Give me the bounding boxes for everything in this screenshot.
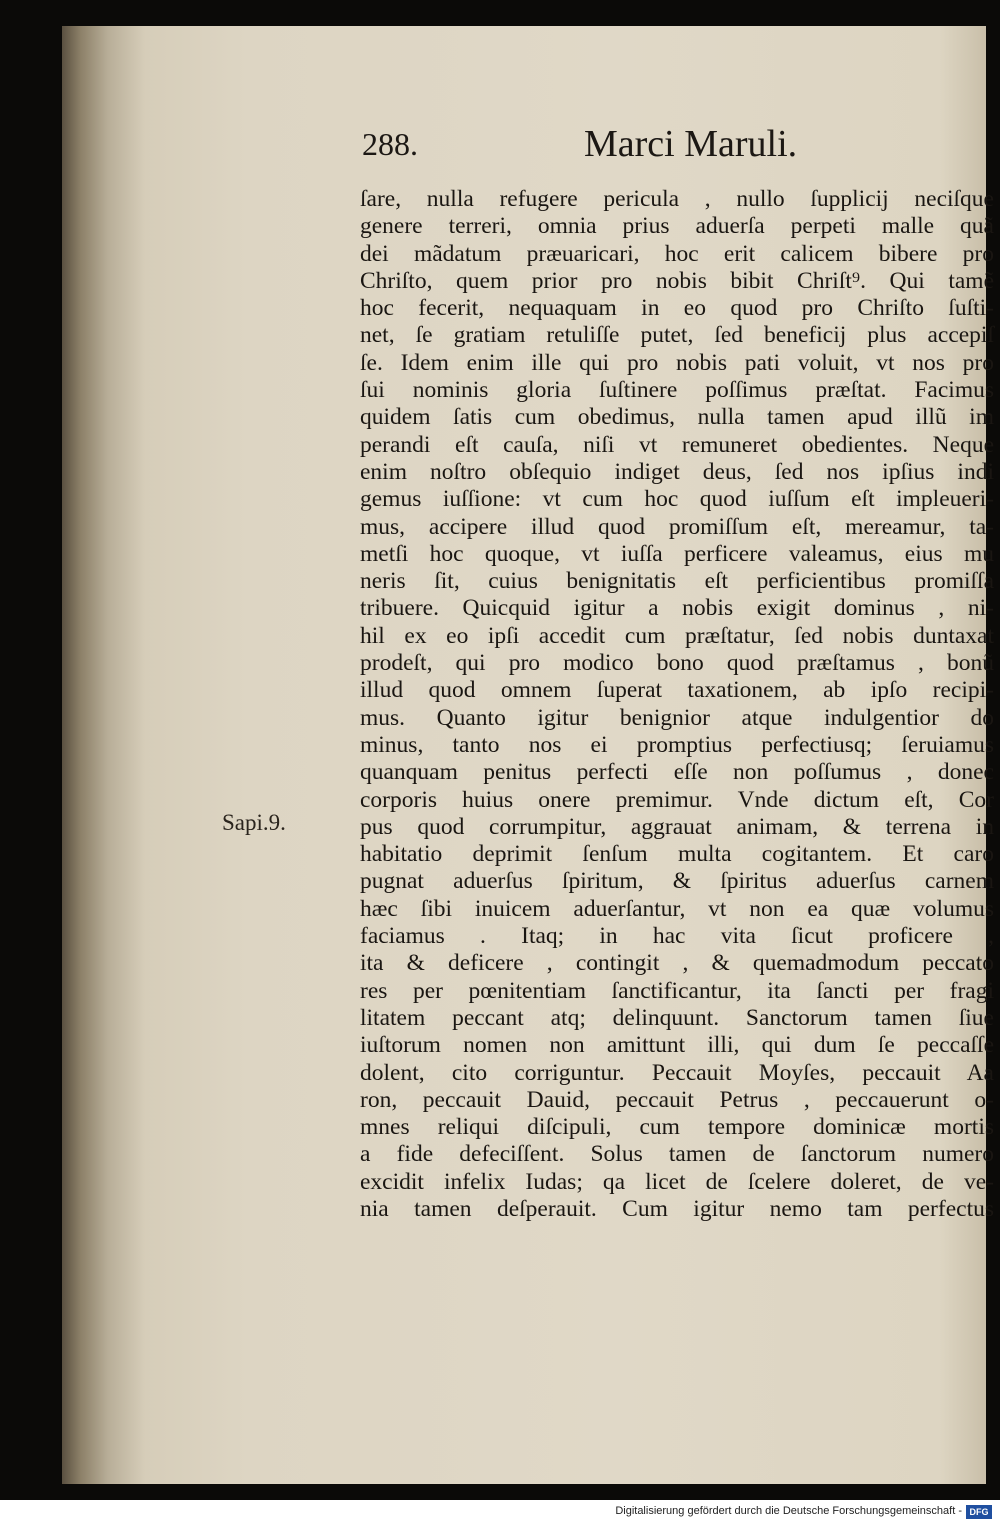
text-line: iuſtorum nomen non amittunt illi, qui dum ſe peccaſſe (360, 1032, 994, 1059)
text-line: ſare, nulla refugere pericula , nullo ſupplicij neciſque (360, 186, 994, 212)
text-line: gemus iuſſione: vt cum hoc quod iuſſum eſt impleueri- (360, 486, 994, 513)
running-head: Marci Maruli. (584, 123, 798, 165)
text-line: hil ex eo ipſi accedit cum præſtatur, ſed nobis duntaxat (360, 622, 994, 649)
text-line: litatem peccant atq; delinquunt. Sanctorum tamen ſiue (360, 1004, 994, 1031)
text-line: Chriſto, quem prior pro nobis bibit Chriſt⁹. Qui tamẽ (360, 267, 994, 294)
text-line: nia tamen deſperauit. Cum igitur nemo tam perfectus (360, 1195, 994, 1222)
text-line: res per pœnitentiam ſanctificantur, ita ſancti per fragi (360, 977, 994, 1004)
text-line: minus, tanto nos ei promptius perfectiusq; ſeruiamus (360, 731, 994, 758)
text-line: ron, peccauit Dauid, peccauit Petrus , peccauerunt o- (360, 1086, 994, 1113)
text-line: quidem ſatis cum obedimus, nulla tamen apud illũ im (360, 404, 994, 431)
text-line: corporis huius onere premimur. Vnde dictum eſt, Cor (360, 786, 994, 813)
text-line: quanquam penitus perfecti eſſe non poſſumus , donec (360, 759, 994, 786)
body-text (360, 186, 994, 1223)
text-line: prodeſt, qui pro modico bono quod præſtamus , bonũ (360, 650, 994, 677)
dfg-logo: DFG (966, 1505, 992, 1519)
text-line: ſe. Idem enim ille qui pro nobis pati voluit, vt nos pro (360, 349, 994, 376)
text-line: metſi hoc quoque, vt iuſſa perficere valeamus, eius mu (360, 540, 994, 567)
margin-note: Sapi.9. (222, 810, 286, 835)
text-line: excidit infelix Iudas; qa licet de ſcelere doleret, de ve- (360, 1168, 994, 1195)
text-line: hoc fecerit, nequaquam in eo quod pro Chriſto ſuſti- (360, 295, 994, 322)
text-line: net, ſe gratiam retuliſſe putet, ſed beneficij plus accepiſ (360, 322, 994, 349)
text-line: enim noſtro obſequio indiget deus, ſed nos ipſius indi (360, 458, 994, 485)
text-line: perandi eſt cauſa, niſi vt remuneret obedientes. Neque (360, 431, 994, 458)
text-line: pus quod corrumpitur, aggrauat animam, & terrena in (360, 813, 994, 840)
text-line: illud quod omnem ſuperat taxationem, ab ipſo recipi- (360, 677, 994, 704)
text-line: pugnat aduerſus ſpiritum, & ſpiritus aduerſus carnem (360, 868, 994, 895)
text-line: habitatio deprimit ſenſum multa cogitantem. Et caro (360, 841, 994, 868)
text-line: tribuere. Quicquid igitur a nobis exigit dominus , ni- (360, 595, 994, 622)
funding-note: Digitalisierung gefördert durch die Deutsche Forschungsgemeinschaft - (615, 1505, 962, 1517)
footer-bar (0, 1500, 1000, 1524)
page-number: 288. (362, 126, 418, 162)
page-header (362, 122, 1000, 166)
text-line: a fide defeciſſent. Solus tamen de ſanctorum numero (360, 1141, 994, 1168)
text-line: mus. Quanto igitur benignior atque indulgentior do (360, 704, 994, 731)
text-line: mnes reliqui diſcipuli, cum tempore dominicæ mortis (360, 1114, 994, 1141)
text-line: dei mãdatum præuaricari, hoc erit calicem bibere pro (360, 240, 994, 267)
text-line: dolent, cito corriguntur. Peccauit Moyſes, peccauit Aa (360, 1059, 994, 1086)
text-line: mus, accipere illud quod promiſſum eſt, mereamur, ta- (360, 513, 994, 540)
text-line: ita & deficere , contingit , & quemadmodum peccato (360, 950, 994, 977)
text-line: ſui nominis gloria ſuſtinere poſſimus præſtat. Facimus (360, 377, 994, 404)
text-line: genere terreri, omnia prius aduerſa perpeti malle quã (360, 213, 994, 240)
text-line: hæc ſibi inuicem aduerſantur, vt non ea quæ volumus (360, 895, 994, 922)
book-page (62, 26, 994, 1484)
text-line: neris ſit, cuius benignitatis eſt perficientibus promiſſa (360, 568, 994, 595)
text-line: faciamus . Itaq; in hac vita ſicut proficere , (360, 923, 994, 950)
